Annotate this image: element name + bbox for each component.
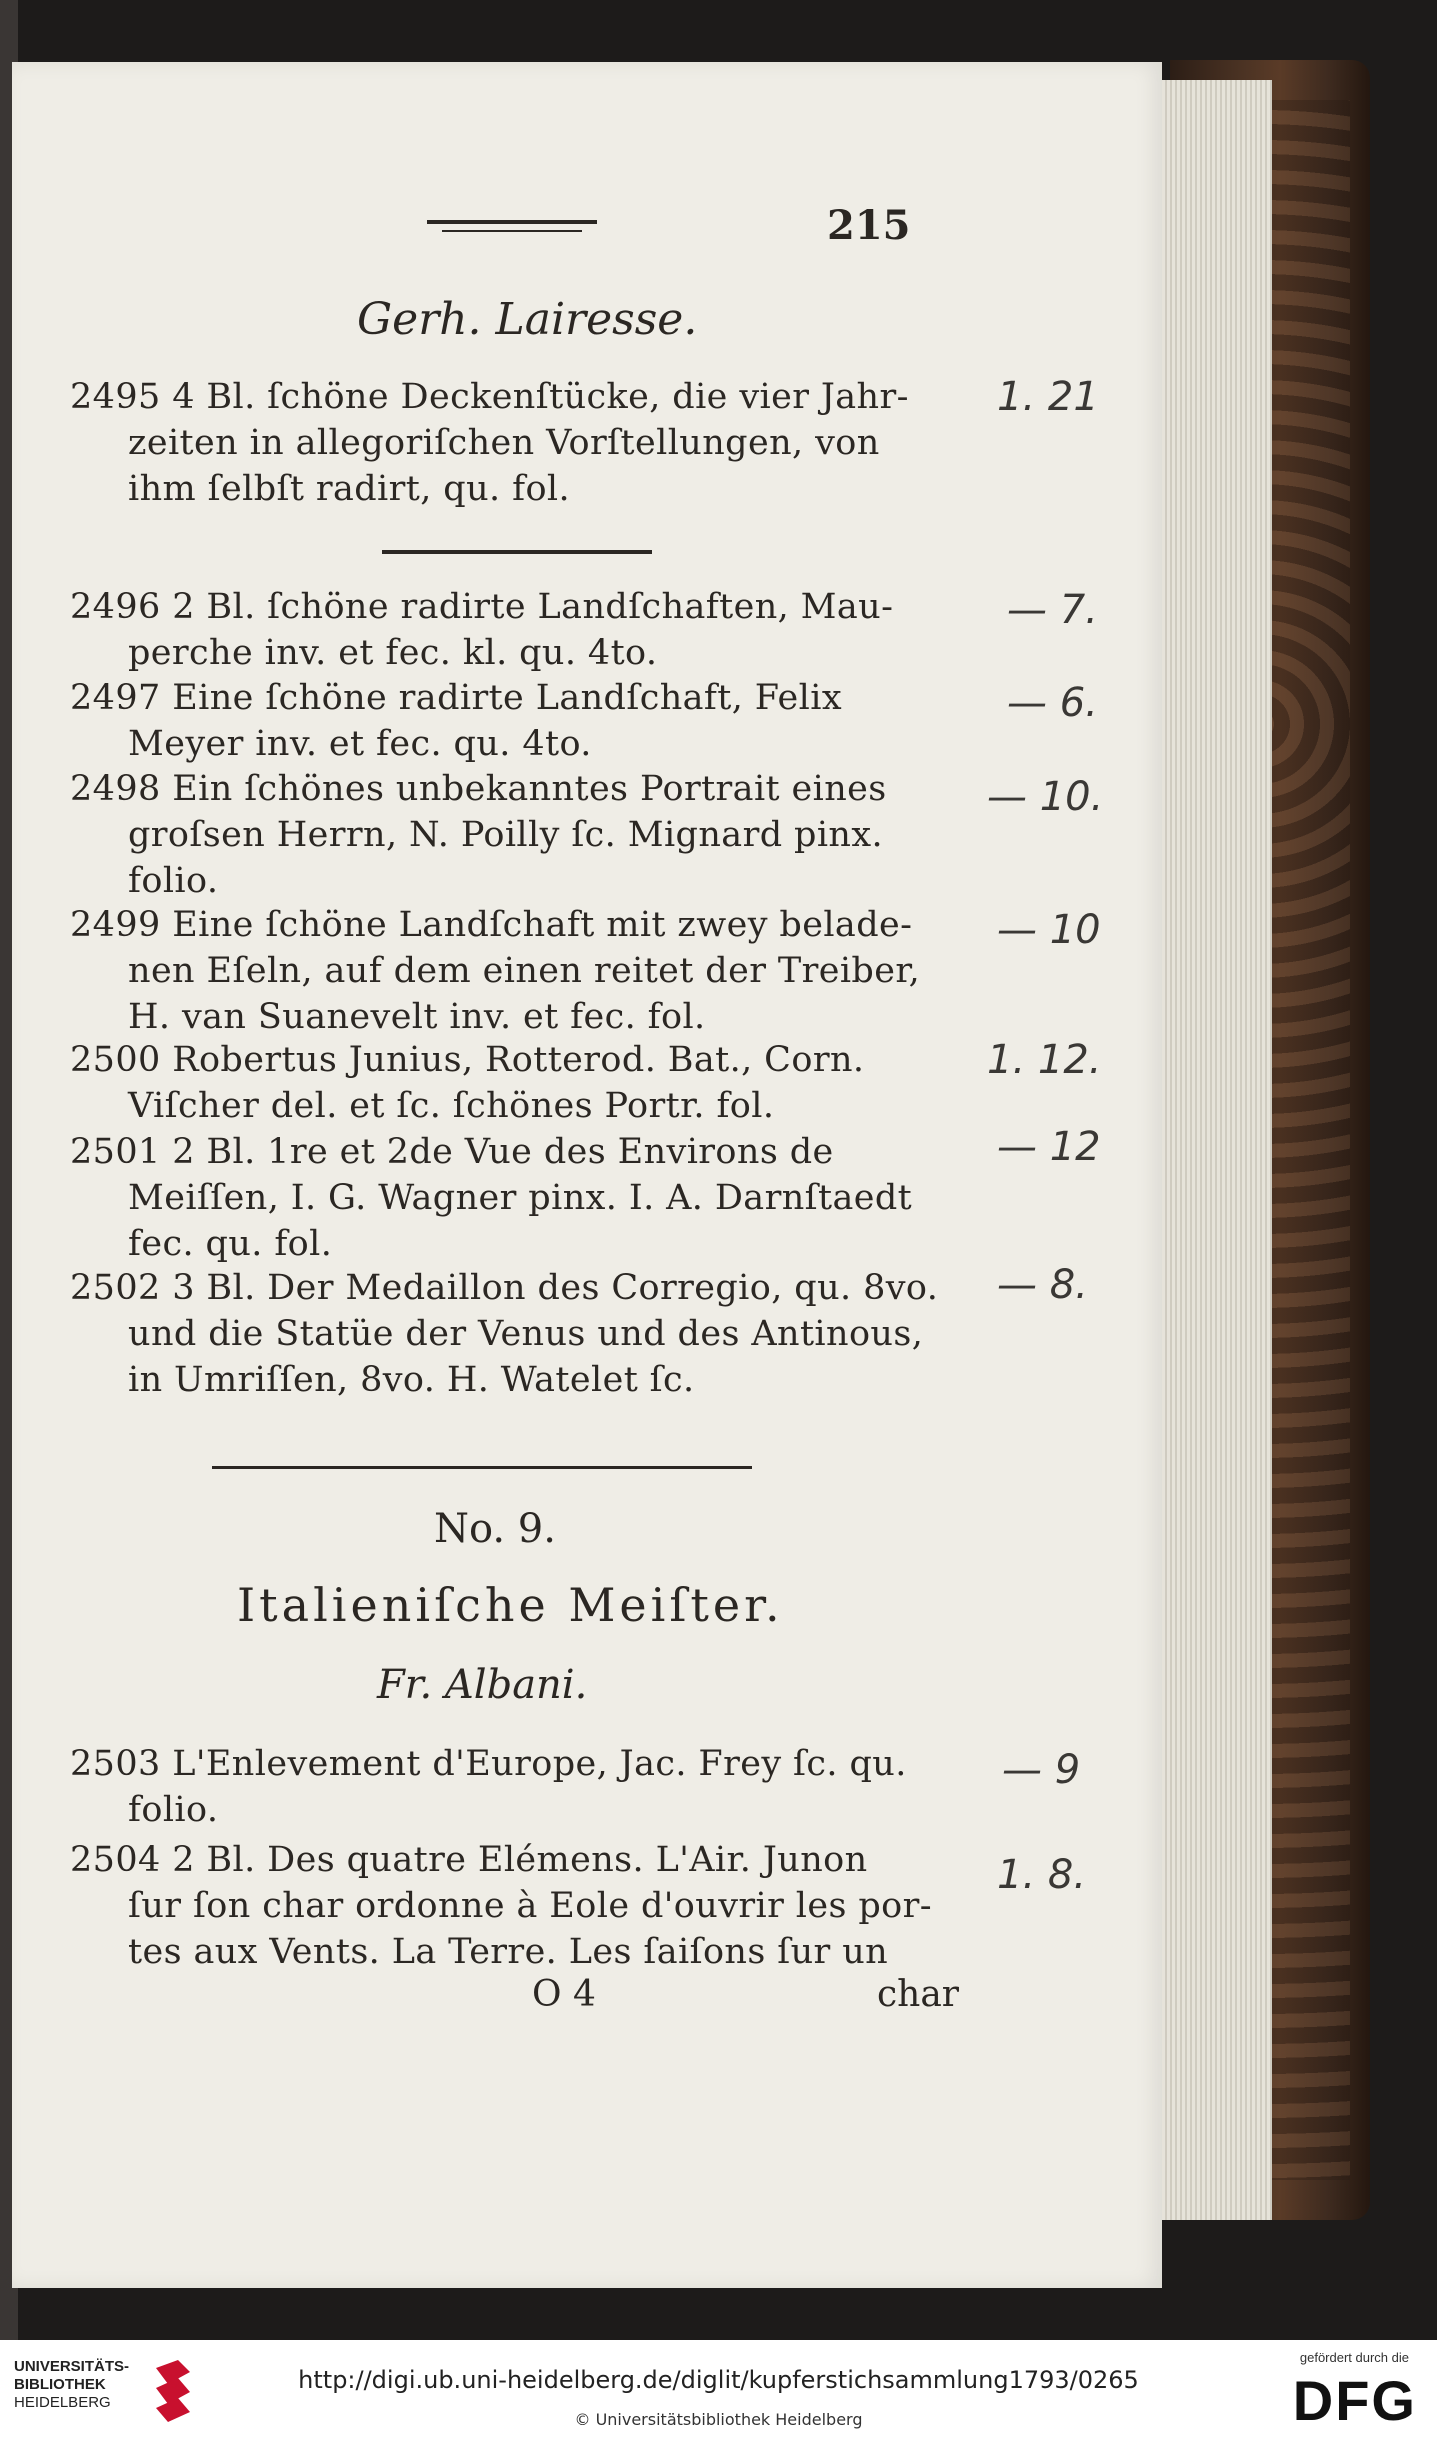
entry-line: tes aux Vents. La Terre. Les ſaiſons ſur un: [128, 1932, 889, 1972]
section-divider: [382, 550, 652, 554]
price-annotation: — 9: [1002, 1747, 1081, 1793]
entry-line: 2501 2 Bl. 1re et 2de Vue des Environs de: [70, 1132, 834, 1172]
funder-note: gefördert durch die: [1299, 2350, 1409, 2365]
entry-line: in Umriſſen, 8vo. H. Watelet ſc.: [128, 1360, 695, 1400]
entry-line: fec. qu. fol.: [128, 1224, 333, 1264]
price-annotation: — 10: [997, 907, 1101, 953]
entry-line: zeiten in allegoriſchen Vorſtellungen, von: [128, 423, 880, 463]
entry-line: 2496 2 Bl. ſchöne radirte Landſchaften, Mau-: [70, 587, 894, 627]
entry-line: und die Statüe der Venus und des Antinous,: [128, 1314, 924, 1354]
section-title: Italieniſche Meiſter.: [237, 1578, 784, 1632]
entry-line: Viſcher del. et ſc. ſchönes Portr. fol.: [128, 1086, 775, 1126]
entry-line: folio.: [128, 861, 219, 901]
price-annotation: 1. 12.: [987, 1037, 1102, 1083]
sub-author-heading: Fr. Albani.: [377, 1662, 588, 1708]
entry-line: ihm ſelbſt radirt, qu. fol.: [128, 469, 571, 509]
header-ornament-rule-2: [442, 230, 582, 232]
price-annotation: 1. 8.: [997, 1852, 1087, 1898]
entry-line: 2504 2 Bl. Des quatre Elémens. L'Air. Junon: [70, 1840, 868, 1880]
library-name-line3: HEIDELBERG: [14, 2394, 111, 2411]
price-annotation: — 8.: [997, 1262, 1088, 1308]
copyright-notice: © Universitätsbibliothek Heidelberg: [574, 2410, 863, 2429]
library-name-line1: UNIVERSITÄTS-: [14, 2358, 130, 2375]
entry-line: 2499 Eine ſchöne Landſchaft mit zwey belade-: [70, 905, 913, 945]
entry-line: Meiſſen, I. G. Wagner pinx. I. A. Darnſtaedt: [128, 1178, 913, 1218]
library-name-line2: BIBLIOTHEK: [14, 2376, 106, 2393]
page-number: 215: [827, 202, 911, 249]
entry-line: ſur ſon char ordonne à Eole d'ouvrir les por-: [128, 1886, 932, 1926]
page-url-link[interactable]: http://digi.ub.uni-heidelberg.de/diglit/kupferstichsammlung1793/0265: [298, 2366, 1139, 2394]
entry-line: nen Eſeln, auf dem einen reitet der Treiber,: [128, 951, 921, 991]
entry-line: perche inv. et fec. kl. qu. 4to.: [128, 633, 658, 673]
header-ornament-rule: [427, 220, 597, 224]
price-annotation: 1. 21: [997, 374, 1099, 420]
entry-line: 2498 Ein ſchönes unbekanntes Portrait eines: [70, 769, 887, 809]
entry-line: 2495 4 Bl. ſchöne Deckenſtücke, die vier Jahr-: [70, 377, 909, 417]
book-page: [12, 62, 1162, 2288]
entry-line: 2497 Eine ſchöne radirte Landſchaft, Felix: [70, 678, 842, 718]
price-annotation: — 7.: [1007, 587, 1098, 633]
entry-line: H. van Suanevelt inv. et fec. fol.: [128, 997, 706, 1037]
price-annotation: — 6.: [1007, 680, 1098, 726]
catchword: char: [877, 1974, 960, 2015]
entry-line: 2500 Robertus Junius, Rotterod. Bat., Corn.: [70, 1040, 865, 1080]
entry-line: groſsen Herrn, N. Poilly ſc. Mignard pinx.: [128, 815, 884, 855]
price-annotation: — 12: [997, 1124, 1101, 1170]
section-divider: [212, 1466, 752, 1469]
funder-logo: DFG: [1292, 2369, 1417, 2432]
entry-line: 2503 L'Enlevement d'Europe, Jac. Frey ſc. qu.: [70, 1744, 907, 1784]
entry-line: folio.: [128, 1790, 219, 1830]
author-heading: Gerh. Lairesse.: [357, 294, 698, 345]
entry-line: 2502 3 Bl. Der Medaillon des Corregio, qu. 8vo.: [70, 1268, 939, 1308]
viewer-footer: [0, 2340, 1437, 2441]
page-edges: [1150, 80, 1272, 2220]
price-annotation: — 10.: [987, 774, 1104, 820]
signature-mark: O 4: [532, 1974, 596, 2015]
entry-line: Meyer inv. et fec. qu. 4to.: [128, 724, 592, 764]
section-number: No. 9.: [434, 1506, 556, 1552]
